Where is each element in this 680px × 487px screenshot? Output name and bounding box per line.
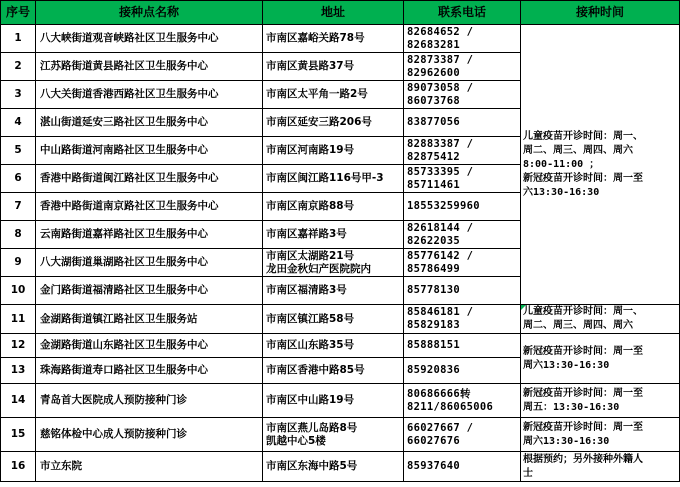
hours-cell (521, 25, 680, 305)
table-row (1, 25, 680, 53)
phone-line: 85937640 (407, 460, 460, 472)
site-name: 珠海路街道寿口路社区卫生服务中心 (36, 358, 263, 384)
phone-line: 85829183 (407, 319, 460, 331)
address-line: 市南区燕儿岛路8号 (266, 421, 358, 434)
site-name: 青岛首大医院成人预防接种门诊 (36, 384, 263, 418)
site-address (263, 53, 404, 81)
site-address (263, 109, 404, 137)
site-phone (404, 165, 521, 193)
hours-line: 士 (523, 467, 533, 479)
table-row (1, 334, 680, 358)
site-phone (404, 81, 521, 109)
phone-line: 85920836 (407, 364, 460, 376)
site-name: 香港中路街道南京路社区卫生服务中心 (36, 193, 263, 221)
address-line: 市南区福清路3号 (266, 284, 347, 296)
hours-line: 新冠疫苗开诊时间：周一至 (523, 387, 643, 399)
address-line: 市南区山东路35号 (266, 339, 355, 351)
site-name: 八大峡街道观音峡路社区卫生服务中心 (36, 25, 263, 53)
hours-line: 周二、周三、周四、周六 (523, 320, 633, 331)
phone-line: 85776142 / (407, 249, 474, 262)
site-address (263, 221, 404, 249)
site-phone (404, 249, 521, 277)
hours-line: 新冠疫苗开诊时间：周一至 (523, 421, 643, 433)
address-line: 市南区延安三路206号 (266, 116, 372, 128)
phone-line: 80686666转 (407, 387, 471, 400)
phone-line: 85778130 (407, 284, 460, 296)
comment-marker (521, 305, 526, 310)
phone-line: 82684652 / (407, 25, 474, 38)
address-line: 市南区南京路88号 (266, 200, 355, 212)
hours-line: 根据预约；另外接种外籍人 (523, 453, 643, 465)
site-phone (404, 358, 521, 384)
address-line: 市南区香港中路85号 (266, 364, 365, 376)
header-site: 接种点名称 (36, 1, 263, 25)
site-name: 市立东院 (36, 452, 263, 482)
address-line: 市南区太平角一路2号 (266, 88, 368, 100)
row-number: 1 (1, 25, 36, 53)
table-row (1, 305, 680, 334)
site-address (263, 277, 404, 305)
header-row (1, 1, 680, 25)
row-number: 3 (1, 81, 36, 109)
hours-line: 儿童疫苗开诊时间：周一、 (523, 130, 643, 142)
row-number: 15 (1, 418, 36, 452)
site-address (263, 249, 404, 277)
site-phone (404, 109, 521, 137)
header-phone: 联系电话 (404, 1, 521, 25)
address-line: 市南区黄县路37号 (266, 60, 355, 72)
hours-cell (521, 305, 680, 334)
site-name: 慈铭体检中心成人预防接种门诊 (36, 418, 263, 452)
site-phone (404, 137, 521, 165)
phone-line: 82962600 (407, 66, 460, 79)
site-name: 金湖路街道镇江路社区卫生服务站 (36, 305, 263, 334)
address-line: 市南区嘉祥路3号 (266, 228, 347, 240)
site-phone (404, 53, 521, 81)
address-line: 市南区中山路19号 (266, 394, 355, 406)
site-phone (404, 193, 521, 221)
phone-line: 8211/86065006 (407, 400, 494, 413)
phone-line: 18553259960 (407, 200, 480, 212)
hours-cell (521, 452, 680, 482)
row-number: 7 (1, 193, 36, 221)
site-phone (404, 305, 521, 334)
hours-line: 新冠疫苗开诊时间：周一至 (523, 345, 643, 357)
site-address (263, 334, 404, 358)
site-name: 八大关街道香港西路社区卫生服务中心 (36, 81, 263, 109)
site-name: 江苏路街道黄县路社区卫生服务中心 (36, 53, 263, 81)
address-line: 市南区东海中路5号 (266, 460, 358, 472)
site-address (263, 165, 404, 193)
site-phone (404, 418, 521, 452)
table-row (1, 384, 680, 418)
site-address (263, 418, 404, 452)
hours-cell (521, 384, 680, 418)
phone-line: 82683281 (407, 38, 460, 51)
hours-line: 8:00-11:00 ； (523, 158, 600, 170)
phone-line: 85786499 (407, 262, 460, 275)
phone-line: 83877056 (407, 116, 460, 128)
site-name: 金门路街道福清路社区卫生服务中心 (36, 277, 263, 305)
site-name: 云南路街道嘉祥路社区卫生服务中心 (36, 221, 263, 249)
site-name: 香港中路街道闽江路社区卫生服务中心 (36, 165, 263, 193)
row-number: 6 (1, 165, 36, 193)
hours-line: 六13:30-16:30 (523, 186, 600, 198)
site-phone (404, 334, 521, 358)
hours-cell (521, 334, 680, 384)
site-phone (404, 384, 521, 418)
site-phone (404, 221, 521, 249)
phone-line: 82618144 / (407, 221, 474, 234)
site-phone (404, 277, 521, 305)
site-name: 八大湖街道巢湖路社区卫生服务中心 (36, 249, 263, 277)
phone-line: 85711461 (407, 178, 460, 191)
row-number: 8 (1, 221, 36, 249)
site-address (263, 81, 404, 109)
address-line: 市南区镇江路58号 (266, 312, 355, 325)
hours-line: 周六13:30-16:30 (523, 435, 610, 447)
site-address (263, 452, 404, 482)
hours-line: 周二、周三、周四、周六 (523, 144, 633, 156)
site-address (263, 384, 404, 418)
phone-line: 85888151 (407, 339, 460, 351)
row-number: 16 (1, 452, 36, 482)
header-address: 地址 (263, 1, 404, 25)
address-line: 龙田金秋妇产医院院内 (266, 262, 371, 275)
site-name: 中山路街道河南路社区卫生服务中心 (36, 137, 263, 165)
address-line: 市南区嘉峪关路78号 (266, 32, 365, 44)
site-name: 湛山街道延安三路社区卫生服务中心 (36, 109, 263, 137)
row-number: 2 (1, 53, 36, 81)
phone-line: 66027667 / (407, 421, 474, 434)
row-number: 13 (1, 358, 36, 384)
row-number: 9 (1, 249, 36, 277)
table-row (1, 418, 680, 452)
header-hours: 接种时间 (521, 1, 680, 25)
hours-line: 周五：13:30-16:30 (523, 401, 620, 413)
phone-line: 82873387 / (407, 53, 474, 66)
row-number: 12 (1, 334, 36, 358)
phone-line: 82883387 / (407, 137, 474, 150)
site-address (263, 193, 404, 221)
row-number: 14 (1, 384, 36, 418)
phone-line: 85846181 / (407, 306, 474, 318)
phone-line: 82622035 (407, 234, 460, 247)
phone-line: 89073058 / (407, 81, 474, 94)
phone-line: 82875412 (407, 150, 460, 163)
row-number: 10 (1, 277, 36, 305)
address-line: 市南区河南路19号 (266, 144, 355, 156)
site-phone (404, 452, 521, 482)
phone-line: 85733395 / (407, 165, 474, 178)
address-line: 凯越中心5楼 (266, 434, 326, 447)
address-line: 市南区太湖路21号 (266, 249, 355, 262)
hours-line: 新冠疫苗开诊时间：周一至 (523, 172, 643, 184)
site-address (263, 358, 404, 384)
row-number: 4 (1, 109, 36, 137)
site-address (263, 25, 404, 53)
site-name: 金湖路街道山东路社区卫生服务中心 (36, 334, 263, 358)
site-address (263, 305, 404, 334)
header-seq: 序号 (1, 1, 36, 25)
address-line: 市南区闽江路116号甲-3 (266, 172, 384, 184)
hours-cell (521, 418, 680, 452)
hours-line: 周六13:30-16:30 (523, 359, 610, 371)
site-phone (404, 25, 521, 53)
phone-line: 86073768 (407, 94, 460, 107)
table-row (1, 452, 680, 482)
site-address (263, 137, 404, 165)
hours-line: 儿童疫苗开诊时间：周一、 (523, 306, 643, 317)
phone-line: 66027676 (407, 434, 460, 447)
row-number: 5 (1, 137, 36, 165)
row-number: 11 (1, 305, 36, 334)
